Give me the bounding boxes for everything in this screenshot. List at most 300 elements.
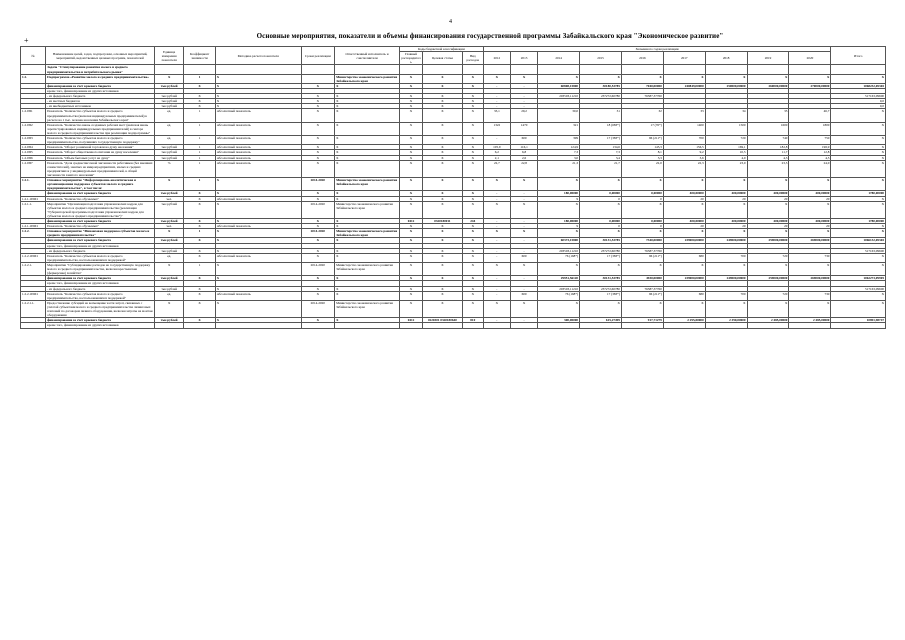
table-cell: X xyxy=(663,229,705,238)
table-cell: Абсолютный показатель xyxy=(215,160,301,177)
row-number-cell: 1.2.0П1 xyxy=(21,109,46,122)
table-cell: X xyxy=(462,160,483,177)
table-cell: 29,2 xyxy=(510,109,537,122)
table-cell: Абсолютный показатель xyxy=(215,109,301,122)
row-name-cell: финансирование за счет краевого бюджета xyxy=(46,83,155,88)
table-cell xyxy=(301,65,335,74)
table-cell: 600 xyxy=(510,253,537,262)
table-cell: 260000,00000 xyxy=(747,83,789,88)
table-cell: X xyxy=(621,229,663,238)
table-cell: X xyxy=(215,74,301,83)
table-cell: 1 xyxy=(184,155,215,160)
table-cell: Абсолютный показатель xyxy=(215,122,301,135)
table-cell xyxy=(705,65,747,74)
table-cell: X xyxy=(462,191,483,196)
table-cell: X xyxy=(301,191,335,196)
table-cell: 156,5 xyxy=(663,145,705,150)
table-cell: X xyxy=(580,263,622,276)
table-cell: 23,0 xyxy=(705,160,747,177)
table-cell: 180,00000 xyxy=(538,191,580,196)
table-cell: тыс.рублей xyxy=(155,201,184,218)
table-cell: X xyxy=(747,263,789,276)
header-name: Наименование целей, задач, подпрограмм, основных мероприятий, мероприятий, ведомственных целевых программ, показателей xyxy=(46,47,155,65)
table-cell: X xyxy=(580,178,622,191)
table-cell: 1 xyxy=(184,122,215,135)
table-cell: X xyxy=(831,224,886,229)
table-cell: X xyxy=(705,201,747,218)
table-cell: 400,00000 xyxy=(747,191,789,196)
table-row xyxy=(21,109,886,122)
table-cell xyxy=(580,323,622,328)
table-cell: X xyxy=(580,229,622,238)
row-name-cell: Подпрограмма «Развитие малого и среднего предпринимательства» xyxy=(46,74,155,83)
table-cell: X xyxy=(399,229,422,238)
table-cell: 1 xyxy=(184,263,215,276)
table-cell: X xyxy=(399,94,422,99)
table-cell: чел. xyxy=(155,196,184,201)
table-cell: X xyxy=(335,122,400,135)
table-cell: X xyxy=(831,291,886,300)
table-cell: 4,5 xyxy=(789,155,831,160)
table-cell: 169,1 xyxy=(705,145,747,150)
table-cell: X xyxy=(335,196,400,201)
table-cell: X xyxy=(335,248,400,253)
table-cell: 33,1 xyxy=(483,109,510,122)
table-cell: 29951,56120 xyxy=(538,276,580,281)
table-cell: X xyxy=(789,229,831,238)
header-year: 2019 xyxy=(747,52,789,65)
table-cell: 2 390,00000 xyxy=(705,318,747,323)
table-cell xyxy=(184,65,215,74)
table-cell: X xyxy=(423,150,463,155)
table-cell: X xyxy=(510,300,537,317)
table-cell: X xyxy=(462,145,483,150)
row-number-cell: 1.2.1. xyxy=(21,178,46,191)
table-cell: 0220301 0320180640 xyxy=(423,318,463,323)
row-number-cell: 1.2.2.1.1. xyxy=(21,300,46,317)
table-cell: X xyxy=(462,122,483,135)
table-cell xyxy=(747,65,789,74)
table-cell: X xyxy=(423,155,463,160)
table-cell: X xyxy=(747,229,789,238)
table-cell: 21,7 xyxy=(580,160,622,177)
table-cell: X xyxy=(184,99,215,104)
table-cell: 60373,15800 xyxy=(538,238,580,243)
row-name-cell: - из федерального бюджета xyxy=(46,94,155,99)
table-cell: X xyxy=(462,238,483,243)
table-cell: X xyxy=(580,74,622,83)
table-cell: X xyxy=(215,191,301,196)
table-cell: 600 xyxy=(510,291,537,300)
table-cell: 250000,00000 xyxy=(705,83,747,88)
table-cell: 12,8 xyxy=(789,150,831,155)
row-number-cell xyxy=(21,65,46,74)
table-cell: тыс.рублей xyxy=(155,145,184,150)
table-cell: ед. xyxy=(155,253,184,262)
table-cell xyxy=(538,65,580,74)
table-cell xyxy=(621,65,663,74)
table-cell: 180,00000 xyxy=(538,219,580,224)
table-cell: X xyxy=(462,94,483,99)
table-cell: X xyxy=(335,99,400,104)
table-cell: X xyxy=(462,196,483,201)
table-cell: 7,3 xyxy=(538,150,580,155)
table-cell: 33 xyxy=(663,109,705,122)
table-cell: X xyxy=(155,229,184,238)
table-cell: 2,6 xyxy=(510,155,537,160)
table-cell: 0 xyxy=(621,196,663,201)
table-cell: 1500 xyxy=(705,122,747,135)
row-name-cell: Показатель "Объем бытовых услуг на душу" xyxy=(46,155,155,160)
table-cell: X xyxy=(155,263,184,276)
table-cell: X xyxy=(831,136,886,145)
table-cell: тыс.рублей xyxy=(155,276,184,281)
table-cell: 2014-2020 xyxy=(301,201,335,218)
table-cell: тыс.рублей xyxy=(155,238,184,243)
table-cell: 240849,00000 xyxy=(663,83,705,88)
table-cell: X xyxy=(184,238,215,243)
table-cell: X xyxy=(538,300,580,317)
table-row xyxy=(21,74,886,83)
table-cell: 1 xyxy=(184,145,215,150)
table-cell: X xyxy=(705,229,747,238)
table-cell: 1 xyxy=(184,74,215,83)
row-number-cell: 1.2.0П5 xyxy=(21,150,46,155)
table-cell: X xyxy=(462,109,483,122)
table-cell: Министерство экономического развития Забайкальского края xyxy=(335,263,400,276)
table-cell: X xyxy=(335,238,400,243)
table-cell: X xyxy=(399,150,422,155)
table-cell: 1 xyxy=(184,150,215,155)
table-cell xyxy=(462,65,483,74)
table-cell: 17 (383*) xyxy=(580,253,622,262)
table-cell: 810 xyxy=(462,318,483,323)
table-cell: ед. xyxy=(155,291,184,300)
table-cell xyxy=(423,65,463,74)
table-cell: X xyxy=(423,74,463,83)
table-cell: X xyxy=(184,291,215,300)
table-cell: X xyxy=(301,122,335,135)
table-cell: 2014-2020 xyxy=(301,263,335,276)
table-cell: X xyxy=(184,219,215,224)
table-cell: X xyxy=(399,300,422,317)
table-cell: X xyxy=(184,318,215,323)
table-cell: X xyxy=(831,300,886,317)
table-cell: Абсолютный показатель xyxy=(215,291,301,300)
table-cell xyxy=(831,65,886,74)
table-cell: 1 xyxy=(184,160,215,177)
table-cell: 400,00000 xyxy=(663,219,705,224)
table-row xyxy=(21,122,886,135)
table-cell: 76387,37760 xyxy=(621,94,663,99)
table-cell: X xyxy=(215,318,301,323)
row-name-cell: - из внебюджетных источников xyxy=(46,104,155,109)
table-cell: 22,3 xyxy=(663,160,705,177)
table-cell: X xyxy=(335,155,400,160)
table-cell xyxy=(215,323,301,328)
table-cell: 400,00000 xyxy=(705,219,747,224)
table-cell: X xyxy=(423,99,463,104)
table-cell: X xyxy=(184,248,215,253)
header-grbs: Главный распорядитель xyxy=(401,52,421,65)
table-cell: 700 xyxy=(705,291,747,300)
table-cell: 237272,60780 xyxy=(580,286,622,291)
table-cell: X xyxy=(215,104,301,109)
table-cell: 20 xyxy=(705,224,747,229)
table-cell: X xyxy=(399,145,422,150)
table-cell: X xyxy=(184,286,215,291)
table-cell xyxy=(423,323,463,328)
row-name-cell: Показатель "Доля среднесписочной численности работников (без внешних совместителей), занятых на микропредприятиях, малых и средних предприятиях и у индивидуальных предпринимателей, в общей численности занятого населения" xyxy=(47,160,153,177)
table-cell: 615,27499 xyxy=(580,318,622,323)
table-cell: 4,3 xyxy=(747,155,789,160)
table-cell: X xyxy=(301,160,335,177)
row-number-cell: 1.2.1.1ПМ1 xyxy=(21,224,46,229)
table-cell: - xyxy=(510,318,537,323)
table-cell: X xyxy=(335,94,400,99)
table-cell: X xyxy=(301,104,335,109)
table-cell: 1062273,09905 xyxy=(831,276,886,281)
table-cell: X xyxy=(399,122,422,135)
table-cell: X xyxy=(215,263,301,276)
row-name-cell: Показатель "Количество субъектов малого и среднего предпринимательства, воспользовавшихся поддержкой" xyxy=(46,291,155,300)
table-cell: X xyxy=(184,94,215,99)
table-cell: X xyxy=(301,99,335,104)
table-cell: X xyxy=(789,201,831,218)
table-cell: X xyxy=(462,263,483,276)
table-cell: X xyxy=(831,160,886,177)
table-cell: 182,8 xyxy=(747,145,789,150)
table-cell: 239000,00000 xyxy=(663,276,705,281)
table-cell: X xyxy=(215,83,301,88)
table-cell: Абсолютный показатель xyxy=(215,150,301,155)
table-cell: X xyxy=(462,248,483,253)
table-cell xyxy=(747,323,789,328)
table-cell: X xyxy=(538,178,580,191)
header-method: Методика расчета показателя xyxy=(215,47,301,65)
table-cell: 24,0 xyxy=(789,160,831,177)
table-cell: 730 xyxy=(789,253,831,262)
table-cell: Министерство экономического развития Забайкальского края xyxy=(335,74,400,83)
table-cell: 917,71279 xyxy=(621,318,663,323)
table-cell: X xyxy=(462,291,483,300)
table-cell: 17 (383*) xyxy=(580,136,622,145)
table-cell: X xyxy=(789,300,831,317)
table-cell: - xyxy=(483,318,510,323)
table-cell: X xyxy=(423,224,463,229)
table-cell: X xyxy=(301,318,335,323)
table-cell: 6,2 xyxy=(483,150,510,155)
row-name-cell: кроме того, финансирование из других источников xyxy=(46,323,155,328)
table-cell: X xyxy=(483,263,510,276)
table-cell: X xyxy=(510,229,537,238)
table-cell: X xyxy=(215,300,301,317)
table-cell: X xyxy=(423,229,463,238)
table-cell xyxy=(580,65,622,74)
row-name-cell: - из федерального бюджета xyxy=(46,286,155,291)
table-cell: X xyxy=(423,238,463,243)
row-name-cell: Показатель "Количество субъектов малого и среднего предпринимательства (включая индивидуальных предпринимателей) в расчете на 1 тыс. человек населения Забайкальского края" xyxy=(46,109,155,122)
table-cell: X xyxy=(483,178,510,191)
table-cell: X xyxy=(301,83,335,88)
table-row xyxy=(21,160,886,177)
table-cell: X xyxy=(399,224,422,229)
table-cell: 4930,00000 xyxy=(621,276,663,281)
row-number-cell: 1.2.2.1ПМ1 xyxy=(21,253,46,262)
table-cell: X xyxy=(335,145,400,150)
table-cell: X xyxy=(831,150,886,155)
table-cell: X xyxy=(215,94,301,99)
table-cell: 20 xyxy=(705,196,747,201)
table-cell: 1470 xyxy=(510,122,537,135)
table-cell: 237272,60780 xyxy=(580,94,622,99)
table-cell: 0412 xyxy=(399,318,422,323)
table-cell: 1322 xyxy=(483,122,510,135)
table-cell: X xyxy=(335,191,400,196)
table-cell: 680 xyxy=(663,291,705,300)
table-cell: 680 xyxy=(663,253,705,262)
table-cell: - xyxy=(483,191,510,196)
row-number-cell: 1.2.0П4 xyxy=(21,145,46,150)
table-cell: X xyxy=(155,300,184,317)
table-cell xyxy=(663,323,705,328)
table-cell: - xyxy=(483,83,510,88)
table-cell: 18 (683*) xyxy=(580,122,622,135)
header-budget-group: Коды бюджетной классификации xyxy=(399,47,483,52)
table-cell: - xyxy=(483,238,510,243)
table-cell: 203503,11210 xyxy=(538,248,580,253)
table-cell: X xyxy=(831,263,886,276)
table-cell: Абсолютный показатель xyxy=(215,253,301,262)
table-cell: - xyxy=(483,248,510,253)
table-cell: 76 (168*) xyxy=(538,253,580,262)
table-cell: 31 xyxy=(580,109,622,122)
table-cell: 20 xyxy=(789,224,831,229)
table-cell: X xyxy=(399,276,422,281)
row-name-cell: Показатель "Оборот розничной торговли на душу населения" xyxy=(46,145,155,150)
table-cell: X xyxy=(399,155,422,160)
table-cell: X xyxy=(399,83,422,88)
table-cell: X xyxy=(462,229,483,238)
table-cell: X xyxy=(789,263,831,276)
table-cell: X xyxy=(423,248,463,253)
table-cell: 239000,00000 xyxy=(663,238,705,243)
table-cell xyxy=(335,323,400,328)
table-cell: X xyxy=(399,160,422,177)
table-cell: X xyxy=(510,178,537,191)
table-row xyxy=(21,323,886,328)
table-cell: X xyxy=(184,191,215,196)
table-cell: X xyxy=(301,248,335,253)
table-cell: X xyxy=(705,178,747,191)
table-cell: X xyxy=(399,99,422,104)
table-cell: X xyxy=(831,178,886,191)
table-row xyxy=(21,178,886,191)
table-cell: X xyxy=(301,224,335,229)
table-cell xyxy=(155,323,184,328)
table-cell: X xyxy=(747,74,789,83)
table-cell: 1780,00000 xyxy=(831,191,886,196)
table-cell: 76 (168*) xyxy=(538,291,580,300)
table-cell xyxy=(538,323,580,328)
table-cell: X xyxy=(462,201,483,218)
table-cell: Министерство экономического развития Забайкальского края xyxy=(335,201,400,218)
table-cell: X xyxy=(621,74,663,83)
table-cell: X xyxy=(399,238,422,243)
table-cell: 17 (76*) xyxy=(621,122,663,135)
table-cell: X xyxy=(335,83,400,88)
table-cell: X xyxy=(423,286,463,291)
table-cell: X xyxy=(215,229,301,238)
header-year: 2017 xyxy=(663,52,705,65)
table-cell: - xyxy=(510,196,537,201)
table-cell xyxy=(399,65,422,74)
table-cell: - xyxy=(483,219,510,224)
table-cell: тыс.рублей xyxy=(155,191,184,196)
table-cell: X xyxy=(423,136,463,145)
table-cell: 1066132,69365 xyxy=(831,238,886,243)
header-year: 2012 xyxy=(483,52,510,65)
table-cell: X xyxy=(423,160,463,177)
table-cell: 60808,15800 xyxy=(538,83,580,88)
table-cell: X xyxy=(301,276,335,281)
table-cell: X xyxy=(705,74,747,83)
table-cell: X xyxy=(423,191,463,196)
table-cell: 0 xyxy=(621,224,663,229)
table-cell: 2014-2020 xyxy=(301,178,335,191)
table-cell: X xyxy=(335,219,400,224)
table-row xyxy=(21,263,886,276)
table-row xyxy=(21,65,886,74)
table-cell xyxy=(510,65,537,74)
page-number: 4 xyxy=(449,19,452,25)
table-cell: X xyxy=(621,263,663,276)
table-cell: тыс.рублей xyxy=(155,104,184,109)
table-cell: 105,9 xyxy=(483,145,510,150)
table-cell: X xyxy=(483,201,510,218)
header-year: 2016 xyxy=(621,52,663,65)
table-cell xyxy=(789,323,831,328)
table-cell: 259000,00000 xyxy=(747,276,789,281)
table-cell: тыс.рублей xyxy=(155,318,184,323)
table-cell xyxy=(301,323,335,328)
table-row xyxy=(21,201,886,218)
table-cell: X xyxy=(663,263,705,276)
table-cell: 720 xyxy=(705,136,747,145)
table-body xyxy=(21,65,886,328)
table-cell: 96 (211*) xyxy=(621,291,663,300)
table-cell xyxy=(621,323,663,328)
table-cell: X xyxy=(483,300,510,317)
table-cell xyxy=(155,65,184,74)
table-cell: X xyxy=(705,300,747,317)
table-cell: 4,0 xyxy=(705,155,747,160)
table-cell: X xyxy=(423,291,463,300)
table-cell: 23,5 xyxy=(747,160,789,177)
row-name-cell: Показатель "Количество субъектов малого и среднего предпринимательства, получивших государственную поддержку" xyxy=(46,136,155,145)
table-cell: - xyxy=(510,276,537,281)
table-cell: X xyxy=(483,229,510,238)
table-row xyxy=(21,253,886,262)
table-cell: 7340,00000 xyxy=(621,238,663,243)
table-cell: X xyxy=(215,276,301,281)
table-cell: X xyxy=(184,201,215,218)
table-row xyxy=(21,291,886,300)
table-cell: X xyxy=(301,291,335,300)
table-row xyxy=(21,229,886,238)
header-unit: Единица измерения показателя xyxy=(155,47,184,65)
table-cell xyxy=(789,65,831,74)
